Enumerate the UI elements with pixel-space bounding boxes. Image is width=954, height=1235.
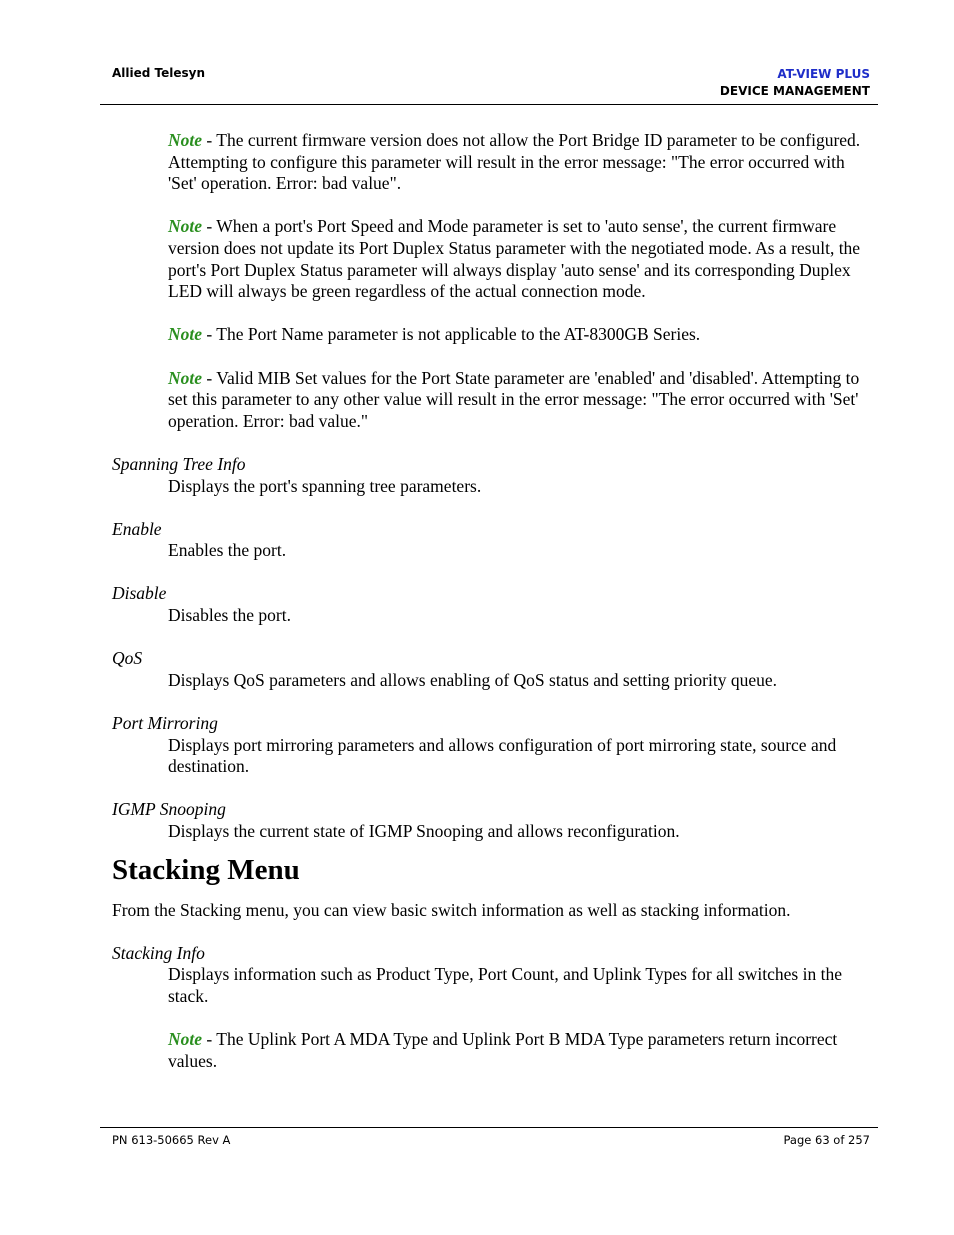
term-igmp-snooping: IGMP Snooping [112, 799, 226, 820]
note-label: Note [168, 1029, 203, 1050]
term-spanning-tree-info: Spanning Tree Info [112, 453, 246, 474]
header-company: Allied Telesyn [112, 66, 206, 80]
desc-igmp-snooping: Displays the current state of IGMP Snooping and allows reconfiguration. [168, 821, 680, 841]
desc-disable: Disables the port. [168, 605, 291, 626]
note-label: Note [168, 216, 203, 237]
note-text: - Valid MIB Set values for the Port State parameter are 'enabled' and 'disabled'. Attempting to set this parameter to any other value will result in the error message: "The error occurred with 'Set' operation. Error: bad value." [168, 367, 860, 431]
header-divider [100, 104, 878, 105]
page-body [112, 130, 872, 1072]
desc-port-mirroring: Displays port mirroring parameters and allows configuration of port mirroring state, source and destination. [168, 734, 837, 777]
note-text: - The current firmware version does not allow the Port Bridge ID parameter to be configured. Attempting to configure this parameter will result in the error message: "The error occurred with 'Set' operation. Error: bad value". [168, 130, 861, 194]
term-enable: Enable [112, 518, 162, 539]
term-stacking-info: Stacking Info [112, 942, 205, 963]
note-paragraph-2 [168, 216, 872, 302]
term-port-mirroring: Port Mirroring [112, 713, 218, 734]
note-label: Note [168, 324, 203, 345]
footer-divider [100, 1127, 878, 1128]
header-product-block [720, 66, 870, 100]
note-text: - The Port Name parameter is not applicable to the AT-8300GB Series. [202, 324, 701, 345]
stacking-intro: From the Stacking menu, you can view basic switch information as well as stacking information. [112, 899, 791, 920]
desc-qos: Displays QoS parameters and allows enabling of QoS status and setting priority queue. [168, 669, 777, 690]
term-disable: Disable [112, 583, 167, 604]
note-text: - The Uplink Port A MDA Type and Uplink Port B MDA Type parameters return incorrect values. [168, 1029, 838, 1071]
desc-stacking-info: Displays information such as Product Type, Port Count, and Uplink Types for all switches in the stack. [168, 964, 842, 1006]
footer-page-number: Page 63 of 257 [783, 1133, 870, 1147]
note-paragraph-5 [168, 1029, 872, 1072]
note-paragraph-3 [168, 324, 872, 346]
note-text: - When a port's Port Speed and Mode parameter is set to 'auto sense', the current firmware version does not update its Port Duplex Status parameter with the negotiated mode. As a result, the port's Port Duplex Status parameter will always display 'auto sense' and its corresponding Duplex LED will always be green regardless of the actual connection mode. [168, 216, 861, 302]
header-section: DEVICE MANAGEMENT [719, 84, 870, 98]
note-paragraph-1 [168, 130, 872, 195]
note-paragraph-4 [168, 368, 872, 433]
note-label: Note [168, 367, 203, 388]
term-qos: QoS [112, 648, 143, 669]
note-label: Note [168, 130, 203, 150]
desc-spanning-tree-info: Displays the port's spanning tree parameters. [168, 475, 482, 496]
footer-part-number: PN 613-50665 Rev A [112, 1133, 231, 1147]
header-product: AT-VIEW PLUS [777, 67, 870, 81]
desc-enable: Enables the port. [168, 540, 287, 561]
section-title: Stacking Menu [112, 853, 300, 886]
